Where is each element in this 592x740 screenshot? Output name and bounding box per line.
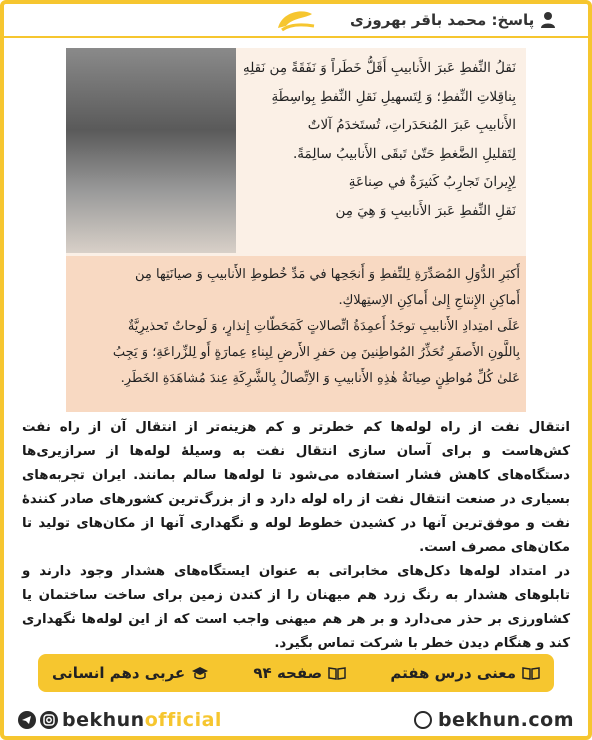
textbook-top-section (66, 48, 526, 258)
website-link[interactable] (414, 709, 574, 731)
book-line: نَقلُ النِّفطِ عَبرَ الأَنابيبِ أَقَلُّ خَطَراً وَ نَفَقَةً مِن نَقلِهِ (242, 60, 516, 76)
lesson-label (390, 664, 540, 682)
textbook-bottom-section (66, 256, 526, 412)
book-line: لِإِيرانَ تَجارِبُ كَثيرَةٌ في صِناعَةِ (348, 174, 516, 190)
website-text: bekhun.com (437, 709, 574, 731)
graduation-cap-icon (191, 666, 209, 680)
book-icon (328, 666, 346, 680)
textbook-excerpt (66, 48, 526, 412)
instagram-icon[interactable] (40, 711, 58, 729)
translation-paragraph: انتقال نفت از راه لوله‌ها کم خطرتر و کم هزینه‌تر از انتقال آن از راه نفت کش‌هاست و برای آسان سازی انتقال نفت به وسیلهٔ لوله‌ها از سرازیری‌ها دستگاه‌های کاهش فشار استفاده می‌شود تا لوله‌ها سالم بمانند. ایران تجربه‌های بسیاری در صنعت انتقال نفت از راه لوله دارد و از بزرگ‌ترین کشورهای صادر کنندهٔ نفت و موفق‌ترین آنها در کشیدن خطوط لوله و نگهداری آنها از مکان‌های تولید تا مکان‌های مصرف است. (22, 420, 570, 555)
book-line: بِناقِلاتِ النِّفطِ؛ وَ لِتَسهيلِ نَقلِ النِّفطِ بِواسِطَةِ (271, 88, 516, 105)
user-icon (540, 11, 556, 29)
social-handle-text (62, 709, 222, 731)
textbook-bottom-text (72, 262, 520, 392)
page-label (253, 664, 346, 682)
handle-main: bekhun (62, 709, 145, 731)
globe-icon (414, 711, 432, 729)
author-text: پاسخ: محمد باقر بهروزی (350, 11, 535, 29)
translation-paragraph: در امتداد لوله‌ها دکل‌های مخابراتی به عنوان ایستگاه‌های هشدار وجود دارند و تابلوهای هشدار به رنگ زرد هم میهنان را از کندن زمین برای ساخت ساختمان یا کشاورزی بر حذر می‌دارد و بر هر هم میهنی واجب است که از این لوله‌ها نگهداری کند و هنگام دیدن خطر با شرکت تماس بگیرد. (22, 564, 570, 651)
book-label (52, 664, 209, 682)
author-line (350, 6, 580, 34)
header (0, 0, 592, 40)
telegram-icon[interactable] (18, 711, 36, 729)
open-book-icon (522, 666, 540, 680)
footer-bar (4, 704, 588, 736)
lesson-text: معنی درس هفتم (390, 664, 516, 682)
header-divider (4, 36, 588, 38)
book-line: أَماكِنِ الإِنتاجِ إِلىٰ أَماكِنِ الاِستِهلاكِ. (338, 293, 520, 308)
book-line: لِتَقليلِ الضَّغطِ حَتّىٰ تَبقَى الأَنابيبُ سالِمَةً. (292, 145, 516, 162)
oil-pipeline-photo (66, 48, 236, 253)
textbook-top-text (216, 54, 516, 225)
book-line: عَلَى امتِدادِ الأَنابيبِ توجَدُ أَعمِدَةُ اتِّصالاتٍ كَمَحَطّاتِ إِنذارٍ، وَ لَوحاتٌ تَحذيرِيَّةٌ (127, 319, 520, 334)
lesson-banner (38, 654, 554, 692)
book-line: بِاللَّونِ الأَصفَرِ تُحَذِّرُ المُواطِنينَ مِن حَفرِ الأَرضِ لِبِناءِ عِمارَةٍ أَو لِلزِّراعَةِ؛ وَ يَجِبُ (112, 345, 520, 360)
book-title-text: عربی دهم انسانی (52, 664, 186, 682)
page-text: صفحه ۹۴ (253, 664, 323, 682)
book-line: نَقلِ النِّفطِ عَبرَ الأَنابيبِ وَ هِيَ مِن (335, 202, 516, 219)
persian-translation (22, 416, 570, 652)
book-line: أَكبَرِ الدُّوَلِ المُصَدِّرَةِ لِلنِّفطِ وَ أَنجَحِها في مَدِّ خُطوطِ الأَنابيبِ وَ صيانَتِها مِن (135, 267, 520, 282)
handle-accent: official (144, 709, 222, 731)
bekhun-logo (272, 4, 320, 36)
book-line: الأَنابيبِ عَبرَ المُنحَدَراتِ، تُستَخدَمُ آلاتٌ (307, 117, 516, 133)
social-handle[interactable] (18, 709, 222, 731)
book-line: عَلىٰ كُلِّ مُواطِنٍ صِيانَةُ هٰذِهِ الأَنابيبِ وَ الاِتِّصالُ بِالشَّرِكَةِ عِندَ مُشاهَدَةِ الخَطَرِ. (120, 371, 520, 386)
